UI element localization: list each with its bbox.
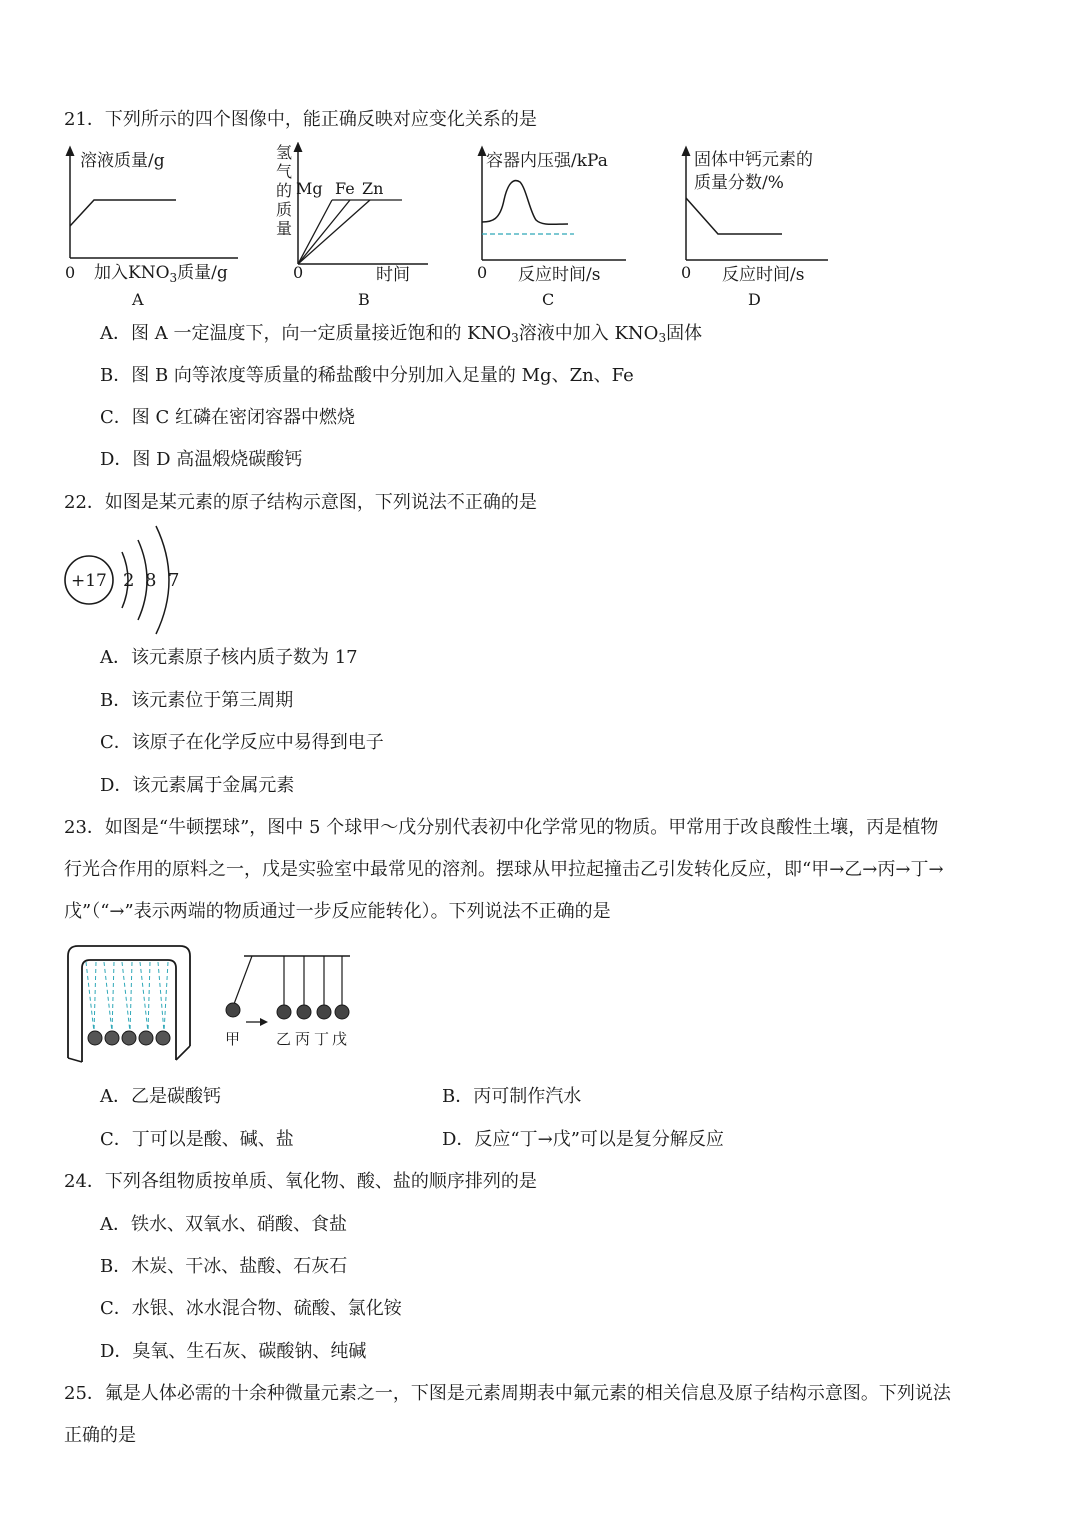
ball-label-ding: 丁 xyxy=(314,1030,330,1048)
q23-stem-line-2: 行光合作用的原料之一，戊是实验室中最常见的溶剂。摆球从甲拉起撞击乙引发转化反应，即“甲→乙→丙→丁→ xyxy=(64,859,944,880)
graph-c-xlabel: 反应时间/s xyxy=(518,265,601,285)
graph-b-series-zn: Zn xyxy=(362,179,384,198)
q23-option-b[interactable]: B．丙可制作汽水 xyxy=(442,1086,582,1107)
ball-label-bing: 丙 xyxy=(295,1030,311,1048)
graph-b-series-fe: Fe xyxy=(335,179,355,198)
graph-b-ylabel: 氢气的质量 xyxy=(276,143,293,238)
graph-a-origin: 0 xyxy=(65,263,76,282)
q24-option-b[interactable]: B．木炭、干冰、盐酸、石灰石 xyxy=(100,1256,348,1277)
graph-a-ylabel: 溶液质量/g xyxy=(80,151,165,171)
newtons-cradle-illustration xyxy=(64,942,200,1066)
shell-1: 2 xyxy=(123,570,135,591)
graph-d-xlabel: 反应时间/s xyxy=(722,265,805,285)
graph-d xyxy=(672,142,832,312)
shell-3: 7 xyxy=(168,570,180,591)
q22-option-a[interactable]: A．该元素原子核内质子数为 17 xyxy=(100,647,358,668)
graph-a-xlabel: 加入$KNO_3$质量/g xyxy=(94,263,228,285)
q21-option-c[interactable]: C．图 C 红磷在密闭容器中燃烧 xyxy=(100,407,355,428)
graph-b-origin: 0 xyxy=(293,263,304,282)
q23-stem-line-3: 戊”（“→”表示两端的物质通过一步反应能转化）。下列说法不正确的是 xyxy=(64,901,611,922)
graph-d-ylabel-1: 固体中钙元素的 xyxy=(694,150,813,170)
q22-option-b[interactable]: B．该元素位于第三周期 xyxy=(100,690,294,711)
q21-stem: 21．下列所示的四个图像中，能正确反映对应变化关系的是 xyxy=(64,109,537,130)
q22-option-d[interactable]: D．该元素属于金属元素 xyxy=(100,775,295,796)
ball-label-jia: 甲 xyxy=(225,1030,241,1048)
ball-label-wu: 戊 xyxy=(332,1030,348,1048)
graph-d-origin: 0 xyxy=(681,263,692,282)
q24-option-c[interactable]: C．水银、冰水混合物、硫酸、氯化铵 xyxy=(100,1298,402,1319)
graph-d-caption: D xyxy=(748,290,761,309)
graph-b-xlabel: 时间 xyxy=(376,265,410,285)
graph-c xyxy=(470,142,630,312)
q22-stem: 22．如图是某元素的原子结构示意图，下列说法不正确的是 xyxy=(64,492,537,513)
q23-stem-line-1: 23．如图是“牛顿摆球”，图中 5 个球甲～戊分别代表初中化学常见的物质。甲常用于改良酸性土壤，丙是植物 xyxy=(64,817,939,838)
graph-b-series-mg: Mg xyxy=(296,179,323,198)
graph-c-caption: C xyxy=(542,290,555,309)
graph-c-ylabel: 容器内压强/kPa xyxy=(486,151,608,171)
graph-d-ylabel-2: 质量分数/% xyxy=(694,173,784,193)
ball-label-yi: 乙 xyxy=(276,1030,292,1048)
graph-b xyxy=(272,142,432,312)
q23-option-a[interactable]: A．乙是碳酸钙 xyxy=(100,1086,221,1107)
nucleus-charge: +17 xyxy=(71,571,107,591)
shell-2: 8 xyxy=(145,570,157,591)
graph-b-caption: B xyxy=(358,290,370,309)
q25-stem-line-2: 正确的是 xyxy=(64,1425,136,1446)
q24-stem: 24．下列各组物质按单质、氧化物、酸、盐的顺序排列的是 xyxy=(64,1171,537,1192)
q25-stem-line-1: 25．氟是人体必需的十余种微量元素之一，下图是元素周期表中氟元素的相关信息及原子结构示意图。下列说法 xyxy=(64,1383,951,1404)
pendulum-schematic xyxy=(218,950,368,1054)
q24-option-d[interactable]: D．臭氧、生石灰、碳酸钠、纯碱 xyxy=(100,1341,367,1362)
q21-option-a[interactable]: A．图 A 一定温度下，向一定质量接近饱和的 $KNO_3$溶液中加入 $KNO_3$固体 xyxy=(100,323,703,345)
q21-option-d[interactable]: D．图 D 高温煅烧碳酸钙 xyxy=(100,449,303,470)
q23-option-c[interactable]: C．丁可以是酸、碱、盐 xyxy=(100,1129,294,1150)
graph-c-origin: 0 xyxy=(477,263,488,282)
q21-option-b[interactable]: B．图 B 向等浓度等质量的稀盐酸中分别加入足量的 Mg、Zn、Fe xyxy=(100,365,634,386)
q24-option-a[interactable]: A．铁水、双氧水、硝酸、食盐 xyxy=(100,1214,347,1235)
graph-a xyxy=(58,142,248,312)
q22-option-c[interactable]: C．该原子在化学反应中易得到电子 xyxy=(100,732,384,753)
q23-option-d[interactable]: D．反应“丁→戊”可以是复分解反应 xyxy=(442,1129,724,1150)
graph-a-caption: A xyxy=(132,290,144,309)
atom-structure-diagram xyxy=(60,522,200,638)
